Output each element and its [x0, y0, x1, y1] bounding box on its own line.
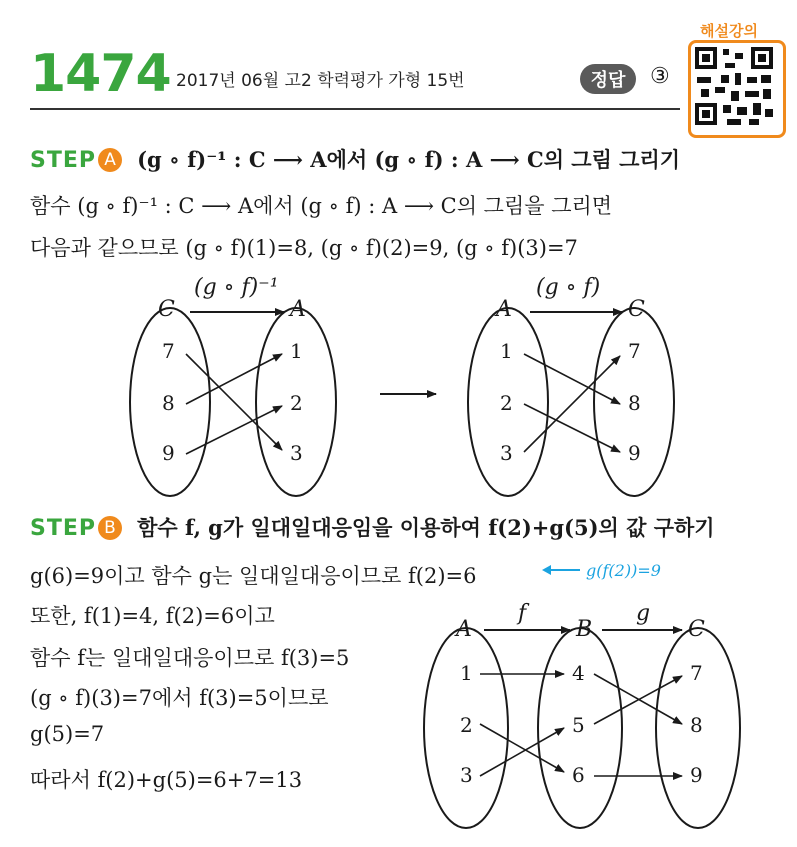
- left-domain-item: 7: [162, 339, 175, 363]
- mapping-arrow: [186, 406, 282, 454]
- right-codomain-item: 8: [628, 391, 641, 415]
- set-b-item: 6: [572, 763, 585, 787]
- set-a-label: A: [456, 617, 472, 642]
- set-c-item: 7: [690, 661, 703, 685]
- left-domain-label: C: [158, 297, 175, 322]
- left-codomain-item: 1: [290, 339, 303, 363]
- mapping-arrow: [524, 356, 620, 452]
- right-domain-item: 3: [500, 441, 513, 465]
- step-b-diagram: [410, 596, 790, 840]
- step-a-line-2: 다음과 같으므로 (g ∘ f)(1)=8, (g ∘ f)(2)=9, (g ∘ f)(3)=7: [30, 236, 578, 260]
- set-b-label: B: [576, 617, 593, 642]
- mapping-arrow: [186, 354, 282, 404]
- mapping-arrow: [524, 354, 620, 404]
- step-a-title: (g ∘ f)⁻¹ : C ⟶ A에서 (g ∘ f) : A ⟶ C의 그림 그리기: [137, 147, 681, 172]
- step-b-line: 또한, f(1)=4, f(2)=6이고: [30, 604, 275, 628]
- left-codomain-item: 3: [290, 441, 303, 465]
- set-b-item: 5: [572, 713, 585, 737]
- step-b-tag: STEP: [30, 516, 97, 541]
- right-domain-item: 2: [500, 391, 513, 415]
- problem-number: 1474: [30, 44, 171, 104]
- set-c-item: 8: [690, 713, 703, 737]
- set-a-item: 3: [460, 763, 473, 787]
- left-domain-item: 9: [162, 441, 175, 465]
- right-map-label: (g ∘ f): [536, 275, 601, 300]
- step-b-line: g(5)=7: [30, 722, 105, 746]
- step-b-heading: [30, 512, 715, 542]
- step-b-badge: B: [98, 516, 122, 540]
- right-codomain-label: C: [628, 297, 645, 322]
- step-a-tag: STEP: [30, 148, 97, 173]
- set-a-item: 2: [460, 713, 473, 737]
- set-a-item: 1: [460, 661, 473, 685]
- header-divider: [30, 108, 680, 110]
- right-codomain-item: 7: [628, 339, 641, 363]
- left-domain-item: 8: [162, 391, 175, 415]
- left-map-label: (g ∘ f)⁻¹: [194, 275, 279, 300]
- mapping-arrow: [480, 724, 564, 772]
- qr-code-icon[interactable]: [688, 40, 786, 138]
- step-b-line: (g ∘ f)(3)=7에서 f(3)=5이므로: [30, 686, 329, 710]
- right-domain-label: A: [496, 297, 512, 322]
- step-b-line: 함수 f는 일대일대응이므로 f(3)=5: [30, 646, 350, 670]
- right-codomain-item: 9: [628, 441, 641, 465]
- step-b-line: 따라서 f(2)+g(5)=6+7=13: [30, 768, 303, 792]
- set-c-label: C: [688, 617, 705, 642]
- map-f-label: f: [518, 601, 527, 626]
- problem-source: 2017년 06월 고2 학력평가 가형 15번: [176, 71, 465, 91]
- step-a-heading: [30, 144, 680, 174]
- qr-label: 해설강의: [700, 22, 758, 40]
- left-codomain-label: A: [290, 297, 306, 322]
- set-c-item: 9: [690, 763, 703, 787]
- set-b-item: 4: [572, 661, 585, 685]
- note-text: g(f(2))=9: [586, 561, 661, 580]
- mapping-arrow: [186, 354, 282, 450]
- right-domain-item: 1: [500, 339, 513, 363]
- map-g-label: g: [636, 601, 651, 626]
- step-a-diagrams: [0, 260, 797, 500]
- note-arrow: [542, 560, 582, 584]
- left-codomain-item: 2: [290, 391, 303, 415]
- step-b-line: g(6)=9이고 함수 g는 일대일대응이므로 f(2)=6: [30, 564, 477, 588]
- step-a-badge: A: [98, 148, 122, 172]
- mapping-arrow: [480, 728, 564, 776]
- answer-value: ③: [650, 64, 670, 89]
- step-b-title: 함수 f, g가 일대일대응임을 이용하여 f(2)+g(5)의 값 구하기: [137, 515, 715, 540]
- step-a-line-1: 함수 (g ∘ f)⁻¹ : C ⟶ A에서 (g ∘ f) : A ⟶ C의 그림을 그리면: [30, 194, 613, 218]
- answer-badge: 정답: [580, 64, 636, 94]
- mapping-arrow: [524, 404, 620, 452]
